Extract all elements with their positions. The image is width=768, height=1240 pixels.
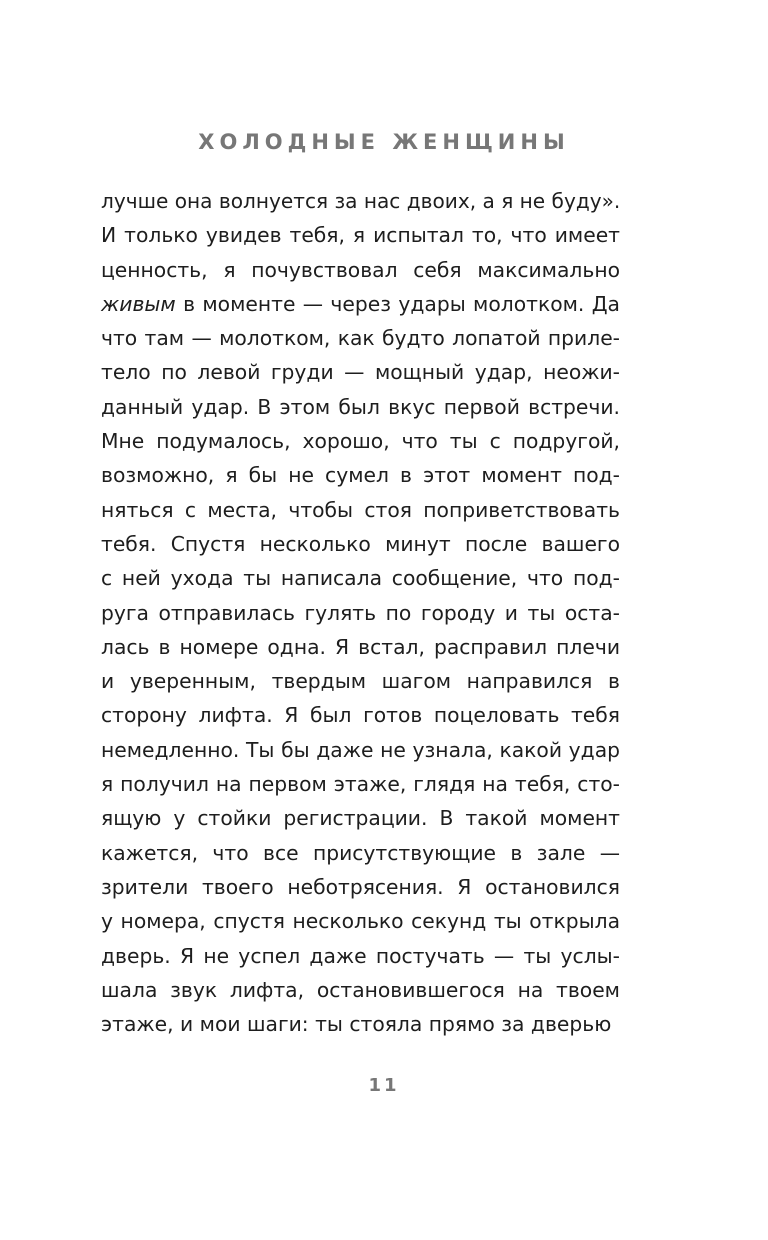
- text-line: возможно, я бы не сумел в этот момент под-: [101, 463, 620, 488]
- text-line: тебя. Спустя несколько минут после вашего: [101, 531, 620, 556]
- page-number: 11: [368, 1075, 400, 1096]
- text-line: этаже, и мои шаги: ты стояла прямо за дверью: [101, 1012, 612, 1037]
- text-line: немедленно. Ты бы даже не узнала, какой удар: [101, 737, 620, 762]
- text-line: ценность, я почувствовал себя максимально: [101, 257, 620, 282]
- text-line: тело по левой груди — мощный удар, неожи-: [101, 360, 620, 385]
- text-line: ящую у стойки регистрации. В такой момент: [101, 806, 620, 831]
- text-line: няться с места, чтобы стоя поприветствовать: [101, 497, 620, 522]
- text-line: что там — молотком, как будто лопатой приле-: [101, 326, 620, 351]
- text-line: зрители твоего неботрясения. Я остановился: [101, 874, 620, 899]
- text-line: лучше она волнуется за нас двоих, а я не буду».: [101, 189, 621, 213]
- text-line: я получил на первом этаже, глядя на тебя, сто-: [101, 772, 620, 797]
- emphasized-word: живым: [101, 291, 176, 316]
- text-line: сторону лифта. Я был готов поцеловать тебя: [101, 703, 620, 728]
- text-line: и уверенным, твердым шагом направился в: [101, 669, 620, 694]
- text-line: у номера, спустя несколько секунд ты открыла: [101, 909, 620, 934]
- text-line: кажется, что все присутствующие в зале —: [101, 840, 620, 865]
- text-line: лась в номере одна. Я встал, расправил плечи: [101, 634, 620, 659]
- text-line: дверь. Я не успел даже постучать — ты услы-: [101, 943, 620, 968]
- text-line: с ней ухода ты написала сообщение, что под-: [101, 566, 620, 591]
- running-title: ХОЛОДНЫЕ ЖЕНЩИНЫ: [198, 130, 570, 154]
- text-line: шала звук лифта, остановившегося на твоем: [101, 977, 620, 1002]
- text-line: руга отправилась гулять по городу и ты оста-: [101, 600, 620, 625]
- text-line-with-emphasis: [101, 287, 620, 321]
- text-line: И только увидев тебя, я испытал то, что имеет: [101, 223, 620, 248]
- body-text: [101, 184, 620, 1041]
- text-line: Мне подумалось, хорошо, что ты с подругой,: [101, 429, 620, 454]
- text-line: данный удар. В этом был вкус первой встречи.: [101, 394, 620, 419]
- text-line-rest: в моменте — через удары молотком. Да: [175, 291, 620, 316]
